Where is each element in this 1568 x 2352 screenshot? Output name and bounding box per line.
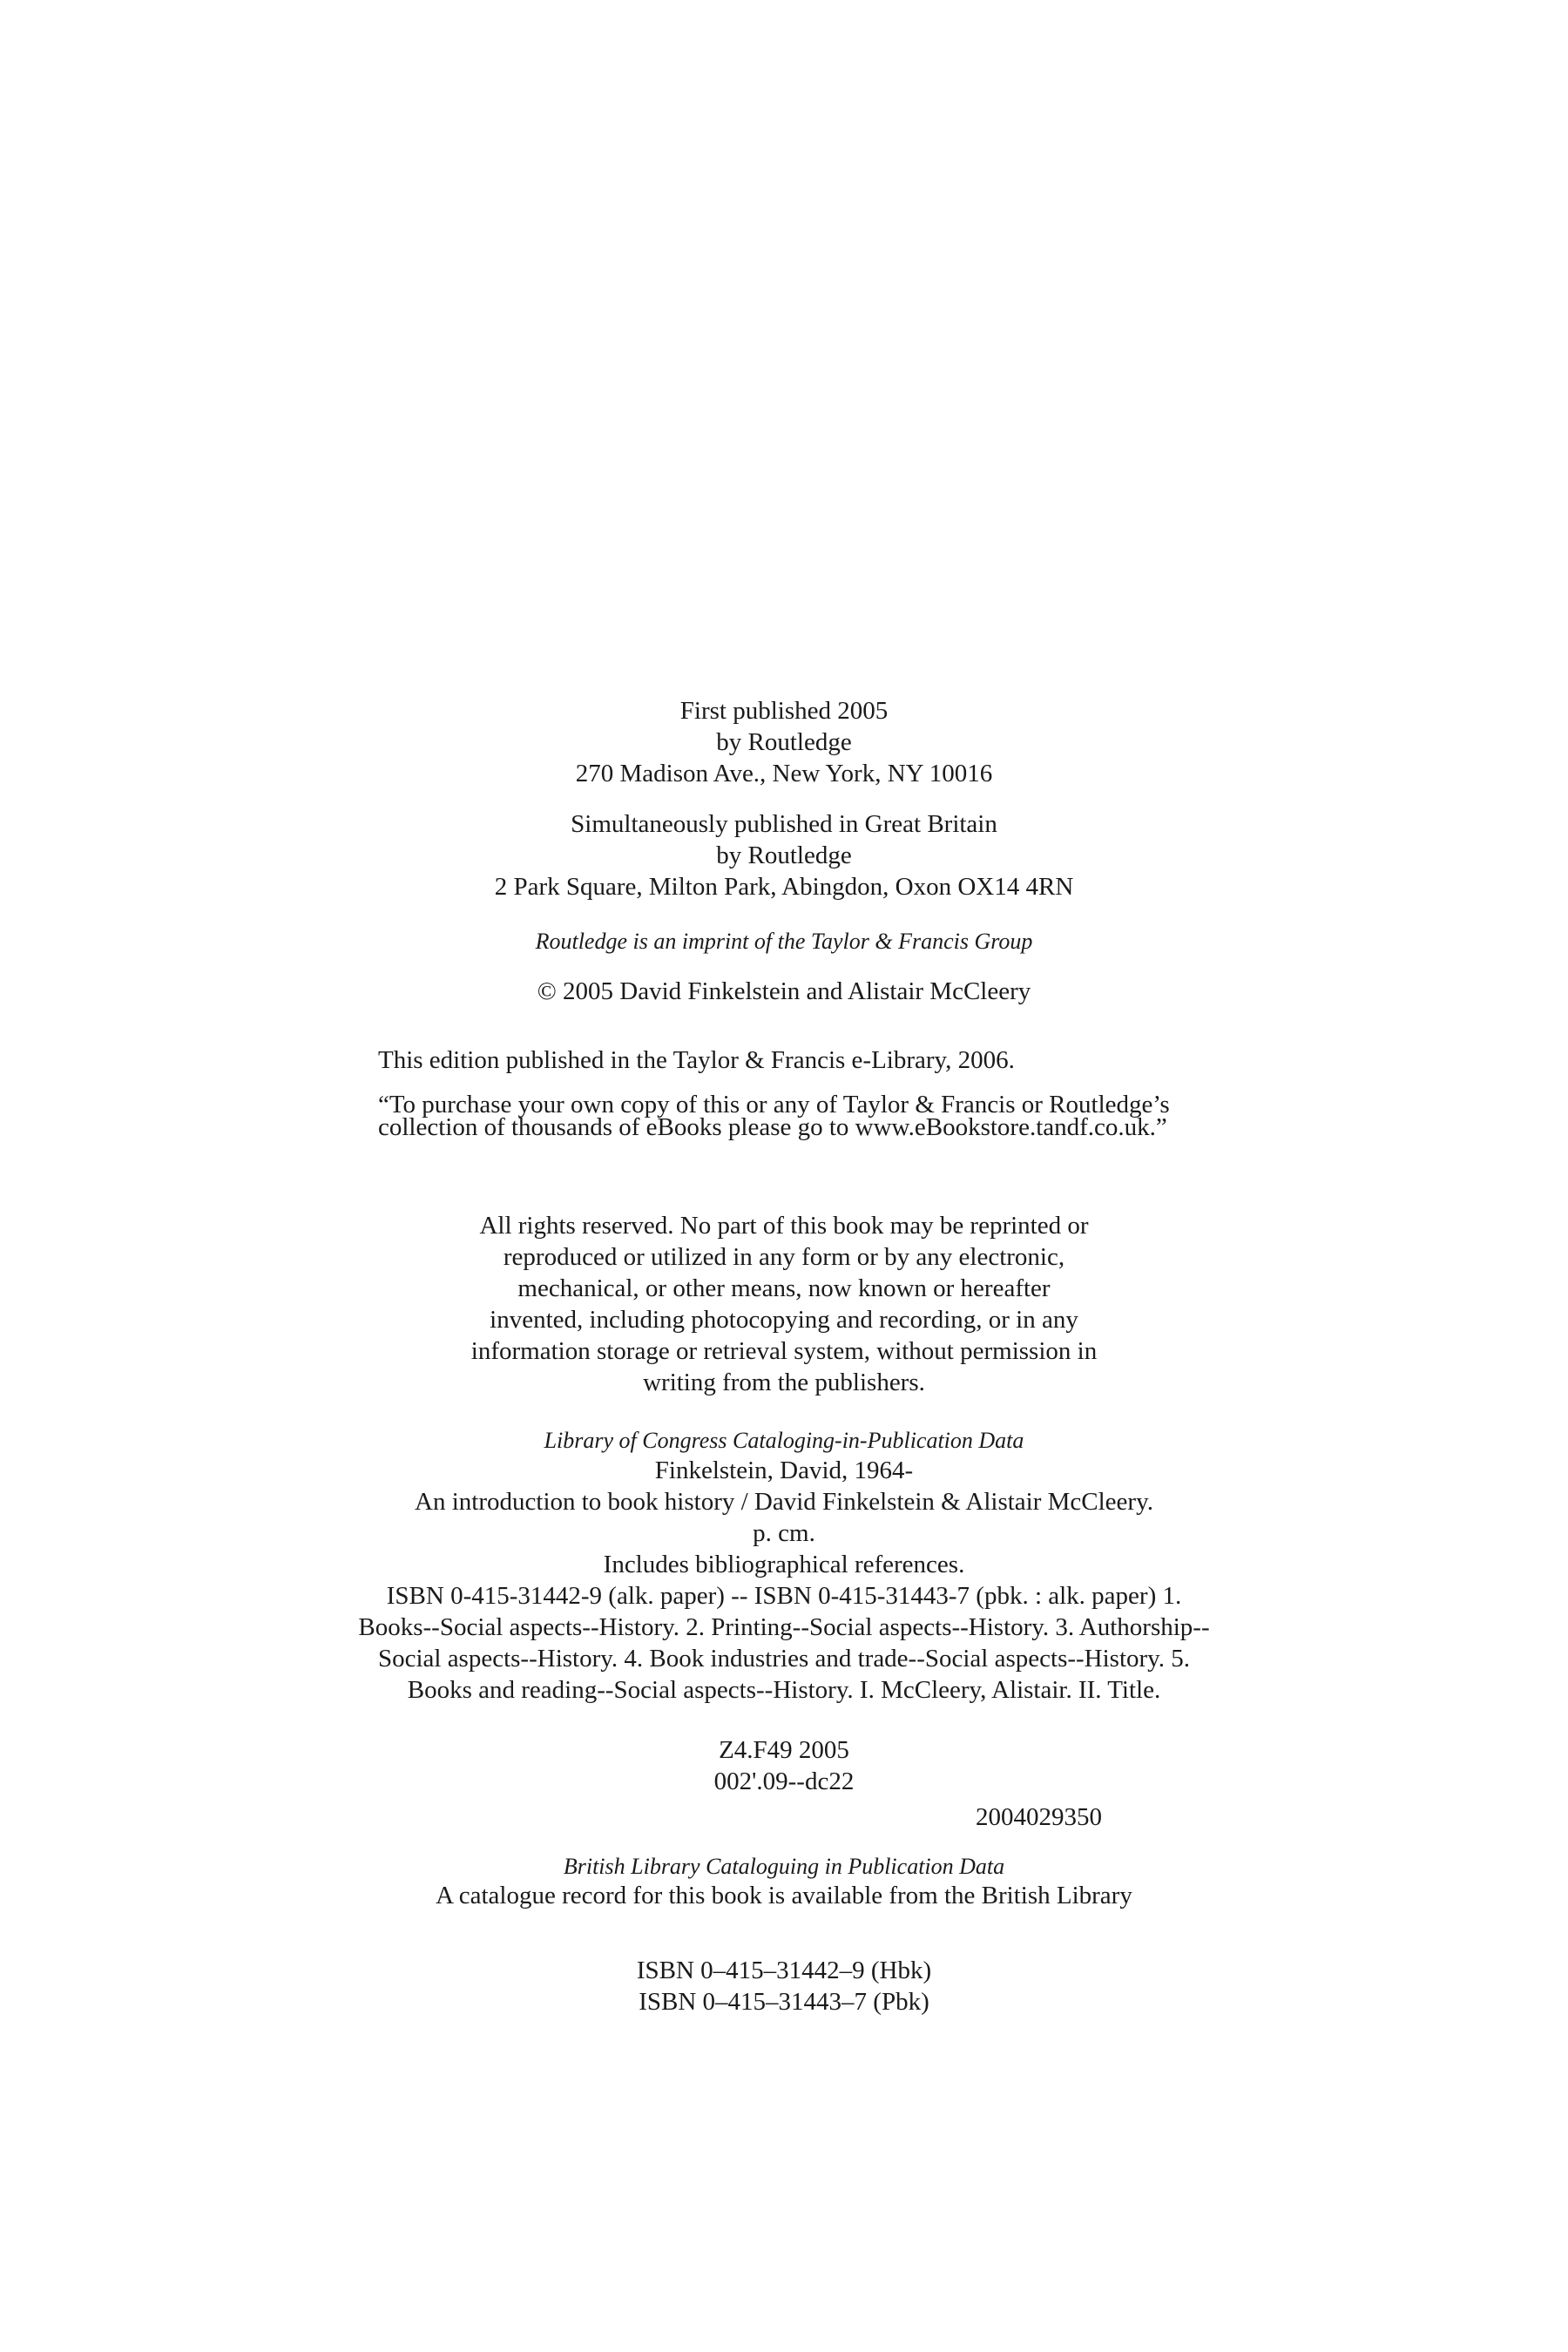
- loc-line: An introduction to book history / David Finkelstein & Alistair McCleery.: [415, 1488, 1153, 1516]
- isbn-hbk: ISBN 0–415–31442–9 (Hbk): [636, 1957, 932, 1984]
- loc-heading: Library of Congress Cataloging-in-Publication Data: [544, 1428, 1024, 1453]
- british-library-note: A catalogue record for this book is available from the British Library: [436, 1882, 1132, 1909]
- rights-line: mechanical, or other means, now known or hereafter: [517, 1274, 1051, 1302]
- loc-line: Finkelstein, David, 1964-: [654, 1456, 914, 1484]
- isbn-pbk: ISBN 0–415–31443–7 (Pbk): [639, 1988, 929, 2016]
- copyright-notice: © 2005 David Finkelstein and Alistair McCleery: [537, 977, 1031, 1005]
- rights-line: All rights reserved. No part of this book may be reprinted or: [479, 1212, 1089, 1240]
- rights-line: information storage or retrieval system, without permission in: [470, 1337, 1098, 1365]
- rights-line: reproduced or utilized in any form or by any electronic,: [503, 1243, 1065, 1271]
- publisher-us: by Routledge: [716, 728, 852, 756]
- dewey-number: 002'.09--dc22: [713, 1767, 855, 1795]
- publisher-uk: by Routledge: [716, 841, 852, 869]
- rights-line: writing from the publishers.: [643, 1369, 925, 1396]
- loc-line: Social aspects--History. 4. Book industries and trade--Social aspects--History. 5.: [377, 1645, 1191, 1673]
- imprint-note: Routledge is an imprint of the Taylor & Francis Group: [535, 929, 1033, 954]
- purchase-note-line-1: “To purchase your own copy of this or any of Taylor & Francis or Routledge’s: [378, 1091, 1170, 1119]
- uk-address: 2 Park Square, Milton Park, Abingdon, Oxon OX14 4RN: [494, 873, 1074, 901]
- simultaneous-publication: Simultaneously published in Great Britain: [571, 810, 997, 838]
- british-library-heading: British Library Cataloguing in Publication Data: [563, 1854, 1005, 1879]
- purchase-note-line-2: collection of thousands of eBooks please go to www.eBookstore.tandf.co.uk.”: [378, 1113, 1167, 1141]
- us-address: 270 Madison Ave., New York, NY 10016: [575, 760, 993, 787]
- edition-note: This edition published in the Taylor & Francis e-Library, 2006.: [378, 1046, 1015, 1074]
- loc-line: p. cm.: [753, 1519, 815, 1547]
- loc-line: Books and reading--Social aspects--History. I. McCleery, Alistair. II. Title.: [407, 1676, 1161, 1704]
- call-number: Z4.F49 2005: [719, 1736, 849, 1764]
- loc-line: Includes bibliographical references.: [603, 1551, 965, 1578]
- loc-line: ISBN 0-415-31442-9 (alk. paper) -- ISBN 0-415-31443-7 (pbk. : alk. paper) 1.: [386, 1582, 1182, 1610]
- rights-line: invented, including photocopying and recording, or in any: [490, 1306, 1078, 1334]
- first-published: First published 2005: [679, 697, 889, 725]
- loc-line: Books--Social aspects--History. 2. Printing--Social aspects--History. 3. Authorship--: [358, 1613, 1210, 1641]
- lccn: 2004029350: [976, 1803, 1102, 1831]
